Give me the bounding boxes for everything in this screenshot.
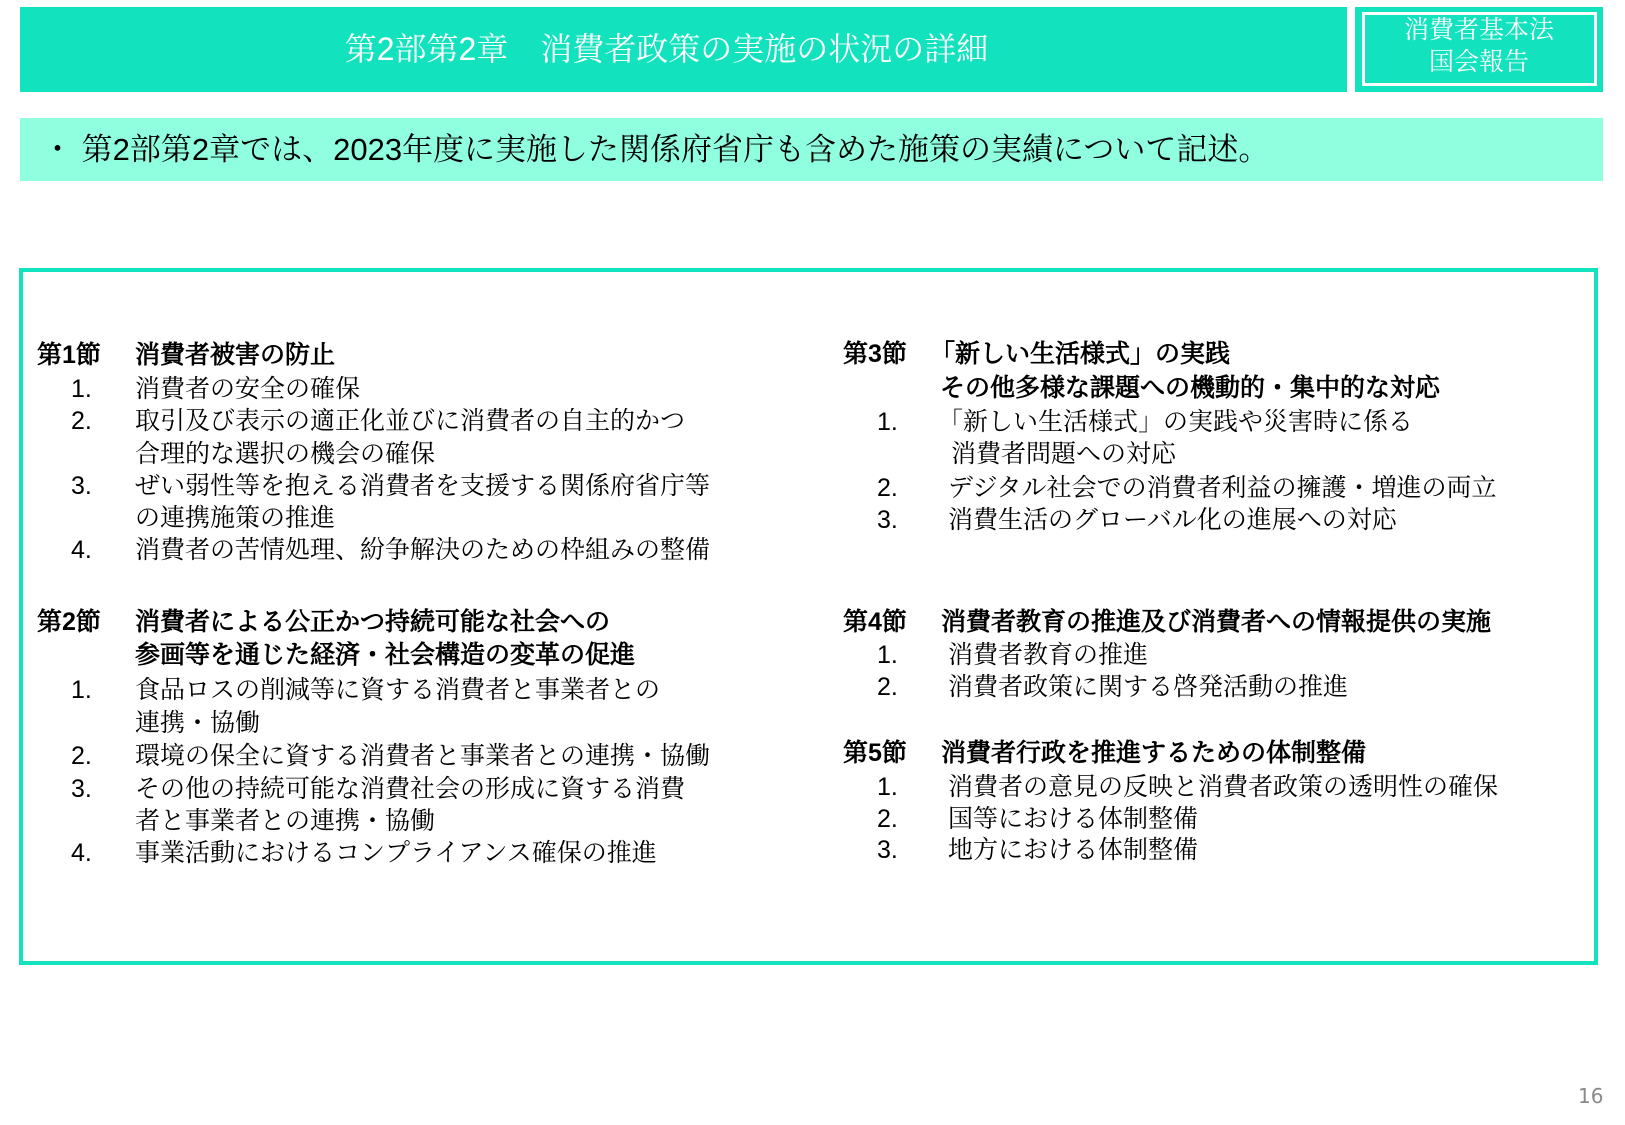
item-text: デジタル社会での消費者利益の擁護・増進の両立 — [948, 474, 1497, 502]
item-number: 2. — [877, 673, 898, 701]
item-text: 取引及び表示の適正化並びに消費者の自主的かつ — [135, 407, 686, 435]
item-text: 消費生活のグローバル化の進展への対応 — [948, 506, 1397, 534]
section-label: 第3節 — [843, 340, 907, 368]
item-text: 消費者の安全の確保 — [135, 375, 361, 403]
title-bar — [20, 7, 1347, 92]
section-label: 第1節 — [37, 341, 101, 369]
item-text: 者と事業者との連携・協働 — [135, 807, 436, 835]
summary-text: ・ 第2部第2章では、2023年度に実施した関係府省庁も含めた施策の実績について記述。 — [42, 132, 1270, 167]
section-title: 消費者被害の防止 — [135, 341, 336, 369]
item-number: 3. — [877, 836, 898, 864]
section-title: 消費者行政を推進するための体制整備 — [941, 739, 1367, 767]
page-number: 16 — [1578, 1084, 1604, 1108]
summary-band — [20, 118, 1603, 181]
item-number: 3. — [71, 775, 92, 803]
page-title: 第2部第2章 消費者政策の実施の状況の詳細 — [344, 31, 989, 67]
item-number: 2. — [877, 474, 898, 502]
section-title: 「新しい生活様式」の実践 — [930, 340, 1231, 368]
item-text: 国等における体制整備 — [948, 805, 1199, 833]
item-text: ぜい弱性等を抱える消費者を支援する関係府省庁等 — [135, 472, 711, 500]
badge-line-2: 国会報告 — [1428, 48, 1529, 76]
item-text: 合理的な選択の機会の確保 — [135, 440, 436, 468]
item-number: 4. — [71, 536, 92, 564]
section-label: 第4節 — [843, 608, 907, 636]
section-label: 第2節 — [37, 608, 101, 636]
item-text: 消費者政策に関する啓発活動の推進 — [948, 673, 1349, 701]
item-text: 消費者教育の推進 — [948, 641, 1149, 669]
item-text: 「新しい生活様式」の実践や災害時に係る — [938, 408, 1414, 436]
section-title: 参画等を通じた経済・社会構造の変革の促進 — [135, 641, 636, 669]
item-text: 連携・協働 — [135, 709, 261, 737]
item-number: 1. — [877, 773, 898, 801]
item-text: の連携施策の推進 — [135, 504, 336, 532]
item-text: 事業活動におけるコンプライアンス確保の推進 — [135, 839, 657, 867]
item-text: 環境の保全に資する消費者と事業者との連携・協働 — [135, 742, 711, 770]
item-number: 4. — [71, 839, 92, 867]
item-number: 1. — [71, 375, 92, 403]
item-number: 2. — [71, 407, 92, 435]
badge-line-1: 消費者基本法 — [1403, 16, 1554, 44]
item-text: 地方における体制整備 — [948, 836, 1199, 864]
item-number: 1. — [877, 408, 898, 436]
section-label: 第5節 — [843, 739, 907, 767]
item-number: 3. — [877, 506, 898, 534]
item-text: 消費者の苦情処理、紛争解決のための枠組みの整備 — [135, 536, 711, 564]
item-text: 食品ロスの削減等に資する消費者と事業者との — [135, 676, 661, 704]
item-number: 1. — [877, 641, 898, 669]
item-text: 消費者問題への対応 — [951, 440, 1177, 468]
item-text: その他の持続可能な消費社会の形成に資する消費 — [135, 775, 686, 803]
section-title: その他多様な課題への機動的・集中的な対応 — [940, 374, 1441, 402]
item-number: 2. — [877, 805, 898, 833]
item-number: 3. — [71, 472, 92, 500]
item-text: 消費者の意見の反映と消費者政策の透明性の確保 — [948, 773, 1499, 801]
item-number: 1. — [71, 676, 92, 704]
section-title: 消費者教育の推進及び消費者への情報提供の実施 — [941, 608, 1492, 636]
section-title: 消費者による公正かつ持続可能な社会への — [135, 608, 611, 636]
report-badge — [1355, 7, 1603, 92]
item-number: 2. — [71, 742, 92, 770]
